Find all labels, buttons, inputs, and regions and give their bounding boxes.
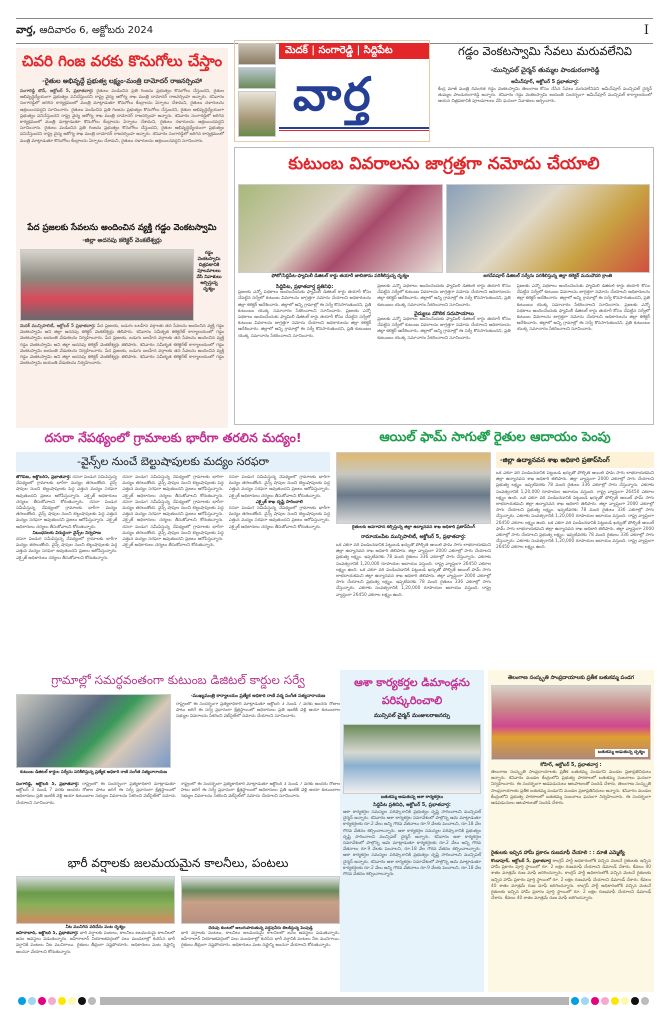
yellow-mark-right	[611, 997, 619, 1005]
subheadline: -ముఖ్యమంత్రి కార్యాలయం ప్రత్యేక అధికారి రాణి వర్మ సంగీత సత్యనారాయణ	[190, 694, 326, 699]
article-body: ఒక ఎకరా వరి పండించడానికి పెట్టుబడి ఖర్చుతో పోల్చితే ఆయిల్ ఫామ్ సాగు లాభదాయకమని జిల్లా ఉద్యానవన శాఖ అధికారి తెలిపారు. జిల్లా వ్యాప్తంగా 2000 ఎకరాల్లో సాగు చేయాలని ప్రభుత్వ లక్ష్యం. ఇప్పటివరకు 78 మంది రైతులు 336 ఎకరాల్లో సాగు చేస్తున్నారు. ఎకరాకు సంవత్సరానికి 1,20,000 రూపాయల ఆదాయం వస్తుంది. రాష్ట్ర వ్యాప్తంగా 26450 ఎకరాల లక్ష్యం ఉంది.	[336, 543, 491, 573]
logo-underline	[279, 127, 429, 129]
black-mark-right	[631, 997, 639, 1005]
subheadline: -మున్సిపల్ చైర్మన్ తుమ్మల పాండురంగారెడ్డి	[490, 66, 600, 74]
article-asha-workers	[340, 670, 484, 992]
gray-mark-right	[641, 997, 649, 1005]
article-digital-cards	[16, 673, 340, 853]
cyan-mark-right	[571, 997, 579, 1005]
masthead	[234, 40, 430, 142]
subsection-title-2: ఎక్సైజ్ శాఖ దృష్టి సారించాలి	[255, 499, 303, 505]
sub-article-dateline: కొండాపూర్, అక్టోబర్ 5, ప్రభాతవార్త	[491, 859, 551, 864]
light-yellow-mark-right	[621, 997, 629, 1005]
meeting-photo	[336, 452, 491, 524]
magenta-mark	[38, 997, 46, 1005]
subheadline: మున్సిపల్ చైర్మన్ మంజులరాజనర్సు	[374, 713, 450, 719]
subheadline: -వైన్స్‌ల నుంచే బెల్టుషాపులకు మద్యం సరఫరా	[16, 452, 330, 472]
article-body-cont: రాష్ట్రంలో ఈ సందర్భంగా ప్రత్యేకాధికారి మాట్లాడుతూ అక్టోబర్ 3 నుండి 7 వరకు అందరు రోజుల పాటు జరిగే ఈ సర్వే ప్రధానంగా క్షేత్రస్థాయిలో అధికారులు ప్రతి ఇంటికి వెళ్లి ఆయా కుటుంబాల సభ్యుల వివరాలను సేకరించి వెబ్‌సైట్‌లో నమోదు చేయాలని సూచించారు.	[16, 782, 176, 806]
district-band: మెదక్ | సంగారెడ్డి | సిద్దిపేట	[279, 43, 429, 59]
dateline: రామాయంపేట మున్సిపాలిటీ, అక్టోబర్ 5, ప్రభాతవార్త:	[361, 534, 466, 540]
article-body: ప్రజలకు ఎన్నో పథకాలు అందించేందుకు ఫ్యామిలీ డిజిటల్ కార్డు తయారీ కోసం చేపట్టిన సర్వేలో కుటుంబ వివరాలను జాగ్రత్తగా నమోదు చేయాలని అధికారులను జిల్లా కలెక్టర్ ఆదేశించారు. జిల్లాలో అన్ని గ్రామాల్లో ఈ సర్వే కొనసాగుతుందని, ప్రతి కుటుంబం యొక్క సమాచారం సేకరించాలని సూచించారు.	[238, 290, 372, 314]
light-cyan-mark-right	[581, 997, 589, 1005]
dateline: సిద్దిపేట ప్రతినిధి, అక్టోబర్ 5, ప్రభాతవార్త:	[373, 803, 451, 808]
headline: ఆశా కార్యకర్తల డిమాండ్లను పరిష్కరించాలి	[354, 676, 470, 707]
gray-mark	[88, 997, 96, 1005]
article-family-survey	[234, 147, 654, 425]
page-number: I	[643, 23, 649, 38]
article-body-col2b: దసరా పండుగ సమీపిస్తున్న నేపథ్యంలో గ్రామాలకు భారీగా మద్యం తరలుతోంది. వైన్స్ షాపుల నుంచి బెల్టుషాపులకు పెద్ద ఎత్తున మద్యం సరఫరా అవుతుందని ప్రజలు ఆరోపిస్తున్నారు. ఎక్సైజ్ అధికారులు చర్యలు తీసుకోవాలని కోరుతున్నారు.	[122, 499, 224, 524]
headline: కుటుంబ వివరాలను జాగ్రత్తగా నమోదు చేయాలి	[288, 154, 600, 174]
sub-article-headline: పేద ప్రజలకు సేవలను అందించిన వ్యక్తి గడ్డం వెంకటస్వామి	[27, 223, 217, 233]
headline: దసరా నేపథ్యంలో గ్రామాలకు భారీగా తరలిన మద్యం!	[44, 430, 302, 445]
article-venkataswamy	[436, 40, 654, 142]
dateline: మెదక్ మున్సిపాలిటీ, అక్టోబర్ 5 ప్రభాతవార్త:	[20, 324, 96, 329]
dateline: అమీన్‌పూర్, అక్టోబర్ 5 ప్రభాతవార్త:	[511, 80, 579, 85]
survey-inspection-photo	[16, 694, 171, 768]
article-body-col3: ప్రజలకు ఎన్నో పథకాలు అందించేందుకు ఫ్యామిలీ డిజిటల్ కార్డు తయారీ కోసం చేపట్టిన సర్వేలో కుటుంబ వివరాలను జాగ్రత్తగా నమోదు చేయాలని అధికారులను జిల్లా కలెక్టర్ ఆదేశించారు. జిల్లాలో అన్ని గ్రామాల్లో ఈ సర్వే కొనసాగుతుందని, ప్రతి కుటుంబం యొక్క సమాచారం సేకరించాలని సూచించారు.	[516, 284, 650, 308]
logo-underline-red	[279, 130, 429, 131]
article-body: భారీ వర్షాలకు పంటలు, కాలనీలు జలమయమై కాలనీలలో జనం అవస్థలు పడుతున్నారు. జహీరాబాద్ నియోజకవర్గంలో పలు మండలాల్లో కురిసిన భారీ వర్షానికి పంటలు నీట మునిగాయి. రైతులు తీవ్రంగా నష్టపోయారు. అధికారులు పంట నష్టాన్ని అంచనా వేయాలని కోరుతున్నారు.	[16, 931, 175, 955]
article-body-cont: ఒక ఎకరా వరి పండించడానికి పెట్టుబడి ఖర్చుతో పోల్చితే ఆయిల్ ఫామ్ సాగు లాభదాయకమని జిల్లా ఉద్యానవన శాఖ అధికారి తెలిపారు. జిల్లా వ్యాప్తంగా 2000 ఎకరాల్లో సాగు చేయాలని ప్రభుత్వ లక్ష్యం. ఇప్పటివరకు 78 మంది రైతులు 336 ఎకరాల్లో సాగు చేస్తున్నారు. ఎకరాకు సంవత్సరానికి 1,20,000 రూపాయల ఆదాయం వస్తుంది. రాష్ట్ర వ్యాప్తంగా 26450 ఎకరాల లక్ష్యం ఉంది.	[336, 567, 491, 598]
photo-caption-right: జగదేవపూర్ డిజిటల్ సర్వేను పరిశీలిస్తున్న జిల్లా కలెక్టర్ మనుచౌదరి క్రాంతి	[483, 274, 613, 279]
article-body-col2c: దసరా పండుగ సమీపిస్తున్న నేపథ్యంలో గ్రామాలకు భారీగా మద్యం తరలుతోంది. వైన్స్ షాపుల నుంచి బెల్టుషాపులకు పెద్ద ఎత్తున మద్యం సరఫరా అవుతుందని ప్రజలు ఆరోపిస్తున్నారు. ఎక్సైజ్ అధికారులు చర్యలు తీసుకోవాలని కోరుతున్నారు.	[122, 524, 224, 549]
article-body-cont: దసరా పండుగ సమీపిస్తున్న నేపథ్యంలో గ్రామాలకు భారీగా మద్యం తరలుతోంది. వైన్స్ షాపుల నుంచి బెల్టుషాపులకు పెద్ద ఎత్తున మద్యం సరఫరా అవుతుందని ప్రజలు ఆరోపిస్తున్నారు. ఎక్సైజ్ అధికారులు చర్యలు తీసుకోవాలని కోరుతున్నారు.	[16, 499, 118, 530]
photo-caption-right: చెరువు కుంటలో అలుగుపారుతున్న వర్షపునీరు తిలకిస్తున్న పెంపుడ్తి	[208, 925, 313, 930]
dateline: సిద్దిపేట, ప్రభాతవార్త ప్రతినిధి:	[275, 284, 334, 290]
photo-caption-left: ఫోటో/సిద్దిపేట-ఫ్యామిలీ డిజిటల్ కార్డు తయారీ జాబితాను పరిశీలిస్తున్న దృశ్యం	[271, 274, 410, 279]
article-procurement	[16, 48, 228, 428]
article-body-col3b: దసరా పండుగ సమీపిస్తున్న నేపథ్యంలో గ్రామాలకు భారీగా మద్యం తరలుతోంది. వైన్స్ షాపుల నుంచి బెల్టుషాపులకు పెద్ద ఎత్తున మద్యం సరఫరా అవుతుందని ప్రజలు ఆరోపిస్తున్నారు. ఎక్సైజ్ అధికారులు చర్యలు తీసుకోవాలని కోరుతున్నారు.	[228, 506, 330, 530]
article-body-cont: ప్రజలకు ఎన్నో పథకాలు అందించేందుకు ఫ్యామిలీ డిజిటల్ కార్డు తయారీ కోసం చేపట్టిన సర్వేలో కుటుంబ వివరాలను జాగ్రత్తగా నమోదు చేయాలని అధికారులను జిల్లా కలెక్టర్ ఆదేశించారు. జిల్లాలో అన్ని గ్రామాల్లో ఈ సర్వే కొనసాగుతుందని, ప్రతి కుటుంబం యొక్క సమాచారం సేకరించాలని సూచించారు.	[238, 308, 372, 339]
light-yellow-mark	[68, 997, 76, 1005]
photo-caption: బతుకమ్మ ఆడుతున్న ఆశా కార్యకర్తలు	[380, 795, 444, 800]
tribute-photo	[20, 249, 194, 321]
article-oil-palm	[336, 430, 654, 660]
yellow-mark	[58, 997, 66, 1005]
article-body-cont: పేద ప్రజలకు, బడుగు బలహీన వర్గాలకు తన సేవలను అందించిన వ్యక్తి గడ్డం వెంకటస్వామి అని జిల్లా అదనపు కలెక్టర్ వెంకటేశ్వర్లు తెలిపారు. శనివారం సమీకృత కలెక్టరేట్ కార్యాలయంలో గడ్డం వెంకటస్వామి జయంతి వేడుకలను నిర్వహించారు.	[20, 336, 224, 354]
magenta-mark-right	[591, 997, 599, 1005]
sub-article-body: కాంగ్రెస్ పార్టీ అధికారంలోకి వచ్చిన వెంటనే రైతులకు ఇచ్చిన హామీ ప్రకారం పూర్తి స్థాయిలో రూ. 2 లక్షల రుణమాఫీ చేయాలని డిమాండ్ చేశారు. కేవలం 40 శాతం మాత్రమే రుణ మాఫీ జరిగిందన్నారు.	[491, 859, 651, 877]
photo-caption: బతుకమ్మ ఆడుతున్న దృశ్యం	[595, 749, 648, 757]
flooded-crop-photo	[16, 876, 175, 924]
article-body-col2: ఒక ఎకరా వరి పండించడానికి పెట్టుబడి ఖర్చుతో పోల్చితే ఆయిల్ ఫామ్ సాగు లాభదాయకమని జిల్లా ఉద్యానవన శాఖ అధికారి తెలిపారు. జిల్లా వ్యాప్తంగా 2000 ఎకరాల్లో సాగు చేయాలని ప్రభుత్వ లక్ష్యం. ఇప్పటివరకు 78 మంది రైతులు 336 ఎకరాల్లో సాగు చేస్తున్నారు. ఎకరాకు సంవత్సరానికి 1,20,000 రూపాయల ఆదాయం వస్తుంది. రాష్ట్ర వ్యాప్తంగా 26450 ఎకరాల లక్ష్యం ఉంది.	[496, 471, 654, 501]
headline: తెలంగాణ సంస్కృతి సాంప్రదాయాలకు ప్రతీక బతుకమ్మ పండగ	[507, 675, 635, 681]
survey-photo-right	[446, 184, 651, 273]
sub-article-subheadline: -జిల్లా అదనపు కలెక్టర్ వెంకటేశ్వర్లు	[82, 237, 162, 244]
headline: భారీ వర్షాలకు జలమయమైన కాలనీలు, పంటలు	[67, 856, 289, 870]
article-heavy-rains	[16, 856, 340, 992]
black-mark	[78, 997, 86, 1005]
subsection-title: నిబంధనలకు విరుద్ధంగా వైన్స్‌ల నిర్వహణ	[32, 530, 101, 536]
article-body-col2: రాష్ట్రంలో ఈ సందర్భంగా ప్రత్యేకాధికారి మాట్లాడుతూ అక్టోబర్ 3 నుండి 7 వరకు అందరు రోజుల పాటు జరిగే ఈ సర్వే ప్రధానంగా క్షేత్రస్థాయిలో అధికారులు ప్రతి ఇంటికి వెళ్లి ఆయా కుటుంబాల సభ్యుల వివరాలను సేకరించి వెబ్‌సైట్‌లో నమోదు చేయాలని సూచించారు.	[180, 782, 340, 800]
article-body: తెలంగాణ సంస్కృతి సాంప్రదాయాలకు ప్రతీక బతుకమ్మ పండుగని మండల ప్రజాప్రతినిధులు అన్నారు. శనివారం మండల కేంద్రంలోని ప్రభుత్వ పాఠశాలలో బతుకమ్మ సంబరాలు ఘనంగా నిర్వహించారు. ఈ సందర్భంగా ఆడపడుచులు ఆటపాటలతో సందడి చేశారు.	[491, 770, 651, 788]
article-body-cont: తెలంగాణ సంస్కృతి సాంప్రదాయాలకు ప్రతీక బతుకమ్మ పండుగని మండల ప్రజాప్రతినిధులు అన్నారు. శనివారం మండల కేంద్రంలోని ప్రభుత్వ పాఠశాలలో బతుకమ్మ సంబరాలు ఘనంగా నిర్వహించారు. ఈ సందర్భంగా ఆడపడుచులు ఆటపాటలతో సందడి చేశారు.	[491, 782, 652, 807]
article-bathukamma	[488, 670, 654, 992]
article-body: దసరా పండుగ సమీపిస్తున్న నేపథ్యంలో గ్రామాలకు భారీగా మద్యం తరలుతోంది. వైన్స్ షాపుల నుంచి బెల్టుషాపులకు పెద్ద ఎత్తున మద్యం సరఫరా అవుతుందని ప్రజలు ఆరోపిస్తున్నారు. ఎక్సైజ్ అధికారులు చర్యలు తీసుకోవాలని కోరుతున్నారు.	[16, 475, 118, 505]
bathukamma-photo	[491, 685, 651, 760]
photo-caption: గడ్డం వెంకటస్వామి చిత్రపటానికి పూలమాలలు వేసి నివాళులు అర్పిస్తున్న దృశ్యం	[196, 251, 222, 292]
asha-photo	[343, 724, 481, 794]
article-body-col2b: ఒక ఎకరా వరి పండించడానికి పెట్టుబడి ఖర్చుతో పోల్చితే ఆయిల్ ఫామ్ సాగు లాభదాయకమని జిల్లా ఉద్యానవన శాఖ అధికారి తెలిపారు. జిల్లా వ్యాప్తంగా 2000 ఎకరాల్లో సాగు చేయాలని ప్రభుత్వ లక్ష్యం. ఇప్పటివరకు 78 మంది రైతులు 336 ఎకరాల్లో సాగు చేస్తున్నారు. ఎకరాకు సంవత్సరానికి 1,20,000 రూపాయల ఆదాయం వస్తుంది. రాష్ట్ర వ్యాప్తంగా 26450 ఎకరాల లక్ష్యం ఉంది.	[496, 495, 654, 526]
photo-caption-left: నీట మునిగిన వరిచేను పంట దృశ్యం	[65, 925, 126, 930]
article-body: పేద ప్రజలకు, బడుగు బలహీన వర్గాలకు తన సేవలను అందించిన వ్యక్తి గడ్డం వెంకటస్వామి అని జిల్లా అదనపు కలెక్టర్ వెంకటేశ్వర్లు తెలిపారు. శనివారం సమీకృత కలెక్టరేట్ కార్యాలయంలో గడ్డం వెంకటస్వామి జయంతి వేడుకలను నిర్వహించారు.	[20, 324, 224, 342]
article-body-col2b: ప్రజలకు ఎన్నో పథకాలు అందించేందుకు ఫ్యామిలీ డిజిటల్ కార్డు తయారీ కోసం చేపట్టిన సర్వేలో కుటుంబ వివరాలను జాగ్రత్తగా నమోదు చేయాలని అధికారులను జిల్లా కలెక్టర్ ఆదేశించారు. జిల్లాలో అన్ని గ్రామాల్లో ఈ సర్వే కొనసాగుతుందని, ప్రతి కుటుంబం యొక్క సమాచారం సేకరించాలని సూచించారు.	[377, 317, 511, 341]
registration-bar	[100, 997, 569, 1005]
article-body-cont: ఆశా కార్యకర్తల సమస్యల పరిష్కారానికి ప్రభుత్వం దృష్టి సారించాలని మున్సిపల్ చైర్మన్ అన్నారు. శనివారం ఆశా కార్యకర్తల సమావేశంలో పాల్గొన్న ఆమె మాట్లాడుతూ కార్యకర్తలకు రూ.2 వేలు అన్ని గౌరవ వేతనాలు రూ.9 వేలకు పెంచాలని, రూ.18 వేల గౌరవ వేతనం కల్పించాలన్నారు.	[343, 828, 481, 853]
sub-article-body-cont2: కాంగ్రెస్ పార్టీ అధికారంలోకి వచ్చిన వెంటనే రైతులకు ఇచ్చిన హామీ ప్రకారం పూర్తి స్థాయిలో రూ. 2 లక్షల రుణమాఫీ చేయాలని డిమాండ్ చేశారు. కేవలం 40 శాతం మాత్రమే రుణ మాఫీ జరిగిందన్నారు.	[491, 883, 651, 902]
subheadline: -రైతుల అభివృద్దే ప్రభుత్వ లక్ష్యం-మంత్రి దామోదర్ రాజనర్సింహా	[42, 77, 202, 85]
dateline: కోహిర్, అక్టోబర్ 5, ప్రభాతవార్త :	[540, 763, 602, 768]
article-body-col2c: ఒక ఎకరా వరి పండించడానికి పెట్టుబడి ఖర్చుతో పోల్చితే ఆయిల్ ఫామ్ సాగు లాభదాయకమని జిల్లా ఉద్యానవన శాఖ అధికారి తెలిపారు. జిల్లా వ్యాప్తంగా 2000 ఎకరాల్లో సాగు చేయాలని ప్రభుత్వ లక్ష్యం. ఇప్పటివరకు 78 మంది రైతులు 336 ఎకరాల్లో సాగు చేస్తున్నారు. ఎకరాకు సంవత్సరానికి 1,20,000 రూపాయల ఆదాయం వస్తుంది. రాష్ట్ర వ్యాప్తంగా 26450 ఎకరాల లక్ష్యం ఉంది.	[496, 520, 654, 551]
newspaper-logo: వార్త	[293, 67, 373, 121]
article-body-col2: భారీ వర్షాలకు పంటలు, కాలనీలు జలమయమై కాలనీలలో జనం అవస్థలు పడుతున్నారు. జహీరాబాద్ నియోజకవర్గంలో పలు మండలాల్లో కురిసిన భారీ వర్షానికి పంటలు నీట మునిగాయి. రైతులు తీవ్రంగా నష్టపోయారు. అధికారులు పంట నష్టాన్ని అంచనా వేయాలని కోరుతున్నారు.	[181, 931, 340, 949]
paper-name: వార్త,	[16, 25, 37, 36]
article-body-cont2: పేద ప్రజలకు, బడుగు బలహీన వర్గాలకు తన సేవలను అందించిన వ్యక్తి గడ్డం వెంకటస్వామి అని జిల్లా అదనపు కలెక్టర్ వెంకటేశ్వర్లు తెలిపారు. శనివారం సమీకృత కలెక్టరేట్ కార్యాలయంలో గడ్డం వెంకటస్వామి జయంతి వేడుకలను నిర్వహించారు.	[20, 348, 224, 367]
article-body-cont2: రైతులు పండించిన ప్రతి గింజను ప్రభుత్వం కొనుగోలు చేస్తుందని, రైతుల అభివృద్ధిధ్యేయంగా ప్రభుత్వం పనిచేస్తుందని రాష్ట్ర వైద్య ఆరోగ్య శాఖ మంత్రి దామోదర్ రాజనర్సింహ అన్నారు. శనివారం సంగారెడ్డిలో జరిగిన కార్యక్రమంలో మంత్రి మాట్లాడుతూ కొనుగోలు కేంద్రాలను ఏర్పాటు చేశామని, రైతులు దళారులను ఆశ్రయించవద్దని సూచించారు.	[20, 126, 224, 144]
article-body-col3b: ప్రజలకు ఎన్నో పథకాలు అందించేందుకు ఫ్యామిలీ డిజిటల్ కార్డు తయారీ కోసం చేపట్టిన సర్వేలో కుటుంబ వివరాలను జాగ్రత్తగా నమోదు చేయాలని అధికారులను జిల్లా కలెక్టర్ ఆదేశించారు. జిల్లాలో అన్ని గ్రామాల్లో ఈ సర్వే కొనసాగుతుందని, ప్రతి కుటుంబం యొక్క సమాచారం సేకరించాలని సూచించారు.	[516, 302, 650, 333]
subheadline: -జిల్లా ఉద్యానవన శాఖ అధికారి ప్రతాప్‌సింగ్	[496, 452, 654, 468]
sub-article-headline: రైతులకు ఇచ్చిన హామీ ప్రకారం రుణమాఫీ చేయాలి : : మాజీ ఎమ్మెల్యే	[491, 850, 625, 856]
headline: ఆయిల్ ఫామ్ సాగుతో రైతుల ఆదాయం పెంపు	[379, 430, 611, 445]
article-body-cont: రైతులు పండించిన ప్రతి గింజను ప్రభుత్వం కొనుగోలు చేస్తుందని, రైతుల అభివృద్ధిధ్యేయంగా ప్రభుత్వం పనిచేస్తుందని రాష్ట్ర వైద్య ఆరోగ్య శాఖ మంత్రి దామోదర్ రాజనర్సింహ అన్నారు. శనివారం సంగారెడ్డిలో జరిగిన కార్యక్రమంలో మంత్రి మాట్లాడుతూ కొనుగోలు కేంద్రాలను ఏర్పాటు చేశామని, రైతులు దళారులను ఆశ్రయించవద్దని సూచించారు.	[20, 107, 225, 132]
dateline: సంగారెడ్డి, అక్టోబర్ 5, ప్రభాతవార్త:	[16, 782, 80, 787]
tower-photo	[238, 91, 276, 137]
headline: చివరి గింజ వరకు కొనుగోలు చేస్తాం	[21, 52, 223, 70]
article-liquor	[16, 430, 330, 660]
cyan-mark	[18, 997, 26, 1005]
light-magenta-mark-right	[601, 997, 609, 1005]
article-body: ఆశా కార్యకర్తల సమస్యల పరిష్కారానికి ప్రభుత్వం దృష్టి సారించాలని మున్సిపల్ చైర్మన్ అన్నారు. శనివారం ఆశా కార్యకర్తల సమావేశంలో పాల్గొన్న ఆమె మాట్లాడుతూ కార్యకర్తలకు రూ.2 వేలు అన్ని గౌరవ వేతనాలు రూ.9 వేలకు పెంచాలని, రూ.18 వేల గౌరవ వేతనం కల్పించాలన్నారు.	[343, 810, 481, 834]
article-body: కేంద్ర మాజీ మంత్రి దివంగత గడ్డం వెంకటస్వామి తెలంగాణ కోసం చేసిన సేవలు మరువలేనివని అమీన్‌పూర్ మున్సిపల్ చైర్మన్ తుమ్మల పాండురంగారెడ్డి అన్నారు. శనివారం గడ్డం వెంకటస్వామి జయంతి సందర్భంగా అమీన్‌పూర్ మున్సిపల్ కార్యాలయంలో ఆయన చిత్రపటానికి పూలమాలలు వేసి ఘనంగా నివాళులు అర్పించారు.	[438, 87, 652, 105]
article-body-col2: దసరా పండుగ సమీపిస్తున్న నేపథ్యంలో గ్రామాలకు భారీగా మద్యం తరలుతోంది. వైన్స్ షాపుల నుంచి బెల్టుషాపులకు పెద్ద ఎత్తున మద్యం సరఫరా అవుతుందని ప్రజలు ఆరోపిస్తున్నారు. ఎక్సైజ్ అధికారులు చర్యలు తీసుకోవాలని కోరుతున్నారు.	[122, 475, 224, 499]
dateline: జహీరాబాద్, అక్టోబర్ 5, ప్రభాతవార్త:	[16, 931, 79, 936]
registration-marks	[18, 996, 651, 1006]
flooded-colony-photo	[181, 876, 340, 924]
article-body-col2: ప్రజలకు ఎన్నో పథకాలు అందించేందుకు ఫ్యామిలీ డిజిటల్ కార్డు తయారీ కోసం చేపట్టిన సర్వేలో కుటుంబ వివరాలను జాగ్రత్తగా నమోదు చేయాలని అధికారులను జిల్లా కలెక్టర్ ఆదేశించారు. జిల్లాలో అన్ని గ్రామాల్లో ఈ సర్వే కొనసాగుతుందని, ప్రతి కుటుంబం యొక్క సమాచారం సేకరించాలని సూచించారు.	[377, 284, 511, 308]
sub-article-body-cont: కాంగ్రెస్ పార్టీ అధికారంలోకి వచ్చిన వెంటనే రైతులకు ఇచ్చిన హామీ ప్రకారం పూర్తి స్థాయిలో రూ. 2 లక్షల రుణమాఫీ చేయాలని డిమాండ్ చేశారు. కేవలం 40 శాతం మాత్రమే రుణ మాఫీ జరిగిందన్నారు.	[491, 871, 651, 889]
dateline: జోగిపేట, అక్టోబర్5, ప్రభాతవార్త:	[16, 475, 71, 480]
building-photo	[238, 67, 276, 89]
article-body: రాష్ట్రంలో ఈ సందర్భంగా ప్రత్యేకాధికారి మాట్లాడుతూ అక్టోబర్ 3 నుండి 7 వరకు అందరు రోజుల పాటు జరిగే ఈ సర్వే ప్రధానంగా క్షేత్రస్థాయిలో అధికారులు ప్రతి ఇంటికి వెళ్లి ఆయా కుటుంబాల సభ్యుల వివరాలను సేకరించి వెబ్‌సైట్‌లో నమోదు చేయాలని సూచించారు.	[176, 702, 340, 720]
temple-photo	[238, 43, 276, 65]
photo-caption: కుటుంబ డిజిటల్ కార్డుల సర్వేను పరిశీలిస్తున్న ప్రత్యేక అధికారి రాణి సంగీత సత్యనారాయణ	[20, 769, 167, 774]
article-body-col3: దసరా పండుగ సమీపిస్తున్న నేపథ్యంలో గ్రామాలకు భారీగా మద్యం తరలుతోంది. వైన్స్ షాపుల నుంచి బెల్టుషాపులకు పెద్ద ఎత్తున మద్యం సరఫరా అవుతుందని ప్రజలు ఆరోపిస్తున్నారు. ఎక్సైజ్ అధికారులు చర్యలు తీసుకోవాలని కోరుతున్నారు.	[228, 475, 330, 499]
headline: గ్రామాల్లో సమర్ధవంతంగా కుటుంబ డిజిటల్ కార్డుల సర్వే	[51, 673, 305, 687]
light-magenta-mark	[48, 997, 56, 1005]
headline: గడ్డం వెంకటస్వామి సేవలు మరువలేనివి	[458, 44, 632, 58]
light-cyan-mark	[28, 997, 36, 1005]
article-body-cont2: ఆశా కార్యకర్తల సమస్యల పరిష్కారానికి ప్రభుత్వం దృష్టి సారించాలని మున్సిపల్ చైర్మన్ అన్నారు. శనివారం ఆశా కార్యకర్తల సమావేశంలో పాల్గొన్న ఆమె మాట్లాడుతూ కార్యకర్తలకు రూ.2 వేలు అన్ని గౌరవ వేతనాలు రూ.9 వేలకు పెంచాలని, రూ.18 వేల గౌరవ వేతనం కల్పించాలన్నారు.	[343, 853, 481, 878]
survey-photo-left	[238, 184, 443, 273]
article-body-cont2: దసరా పండుగ సమీపిస్తున్న నేపథ్యంలో గ్రామాలకు భారీగా మద్యం తరలుతోంది. వైన్స్ షాపుల నుంచి బెల్టుషాపులకు పెద్ద ఎత్తున మద్యం సరఫరా అవుతుందని ప్రజలు ఆరోపిస్తున్నారు. ఎక్సైజ్ అధికారులు చర్యలు తీసుకోవాలని కోరుతున్నారు.	[16, 537, 118, 561]
photo-caption: రైతులకు అవగాహన కల్పిస్తున్న జిల్లా ఉద్యానవన శాఖ అధికారి ప్రతాప్‌సింగ్	[352, 525, 475, 530]
issue-date: ఆదివారం 6, అక్టోబరు 2024	[39, 25, 154, 36]
subsection-title: వైద్యులు మౌలిక సదుపాయాలు	[414, 310, 474, 317]
dateline: సంగారెడ్డి టౌన్, అక్టోబర్ 5, ప్రభాతవార్త:	[20, 89, 94, 94]
article-body: రైతులు పండించిన ప్రతి గింజను ప్రభుత్వం కొనుగోలు చేస్తుందని, రైతుల అభివృద్ధిధ్యేయంగా ప్రభుత్వం పనిచేస్తుందని రాష్ట్ర వైద్య ఆరోగ్య శాఖ మంత్రి దామోదర్ రాజనర్సింహ అన్నారు. శనివారం సంగారెడ్డిలో జరిగిన కార్యక్రమంలో మంత్రి మాట్లాడుతూ కొనుగోలు కేంద్రాలను ఏర్పాటు చేశామని, రైతులు దళారులను ఆశ్రయించవద్దని సూచించారు.	[20, 89, 224, 113]
